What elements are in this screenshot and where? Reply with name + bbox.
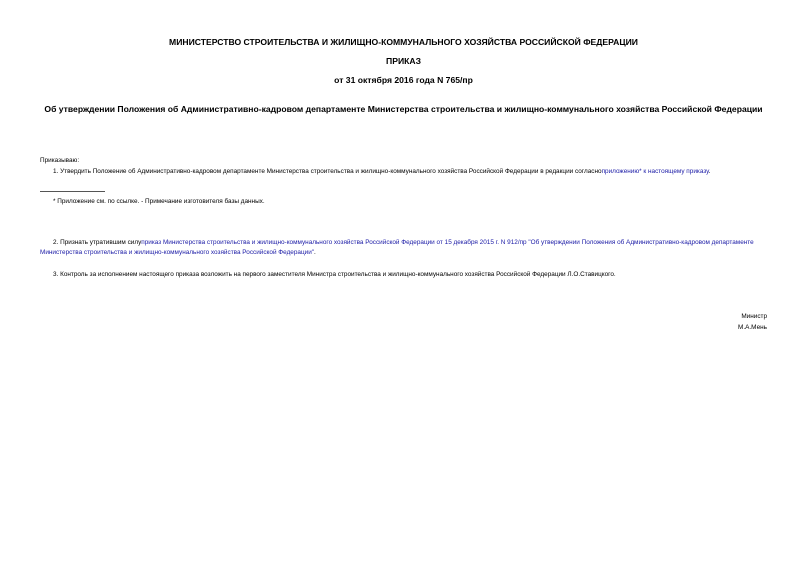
order-item-2 (40, 238, 768, 258)
appendix-link[interactable]: приложению* к настоящему приказу (601, 168, 709, 175)
order-item-2-end: . (314, 249, 316, 256)
order-item-1-text: 1. Утвердить Положение об Административно-кадровом департаменте Министерства строительства и жилищно-коммунального хозяйства Российской Федерации в редакции согласно (53, 168, 602, 175)
document-date-number: от 31 октября 2016 года N 765/пр (334, 75, 473, 85)
order-word: Приказываю: (40, 157, 80, 164)
document-type: ПРИКАЗ (386, 56, 421, 66)
order-item-2-text: 2. Признать утратившим силу (53, 239, 142, 246)
ministry-heading: МИНИСТЕРСТВО СТРОИТЕЛЬСТВА И ЖИЛИЩНО-КОММУНАЛЬНОГО ХОЗЯЙСТВА РОССИЙСКОЙ ФЕДЕРАЦИИ (169, 37, 638, 47)
signature-position: Министр (741, 313, 767, 320)
footnote-divider (40, 191, 105, 192)
order-item-1-end: . (708, 168, 711, 175)
repealed-order-link[interactable]: приказ Министерства строительства и жилищно-коммунального хозяйства Российской Федерации от 15 декабря 2015 г. N 912/пр "Об утверждении Положения об Административно-кадровом департаменте Министерства строительства и жилищно-коммунального хозяйства Российской Федерации" (40, 239, 754, 256)
order-item-1 (40, 167, 768, 177)
document-title: Об утверждении Положения об Административно-кадровом департаменте Министерства строительства и жилищно-коммунального хозяйства Российской Федерации (44, 104, 763, 114)
signature-name: М.А.Мень (738, 324, 767, 331)
order-item-3: 3. Контроль за исполнением настоящего приказа возложить на первого заместителя Министра строительства и жилищно-коммунального хозяйства Российской Федерации Л.О.Ставицкого. (53, 271, 616, 278)
footnote: * Приложение см. по ссылке. - Примечание изготовителя базы данных. (53, 198, 265, 205)
